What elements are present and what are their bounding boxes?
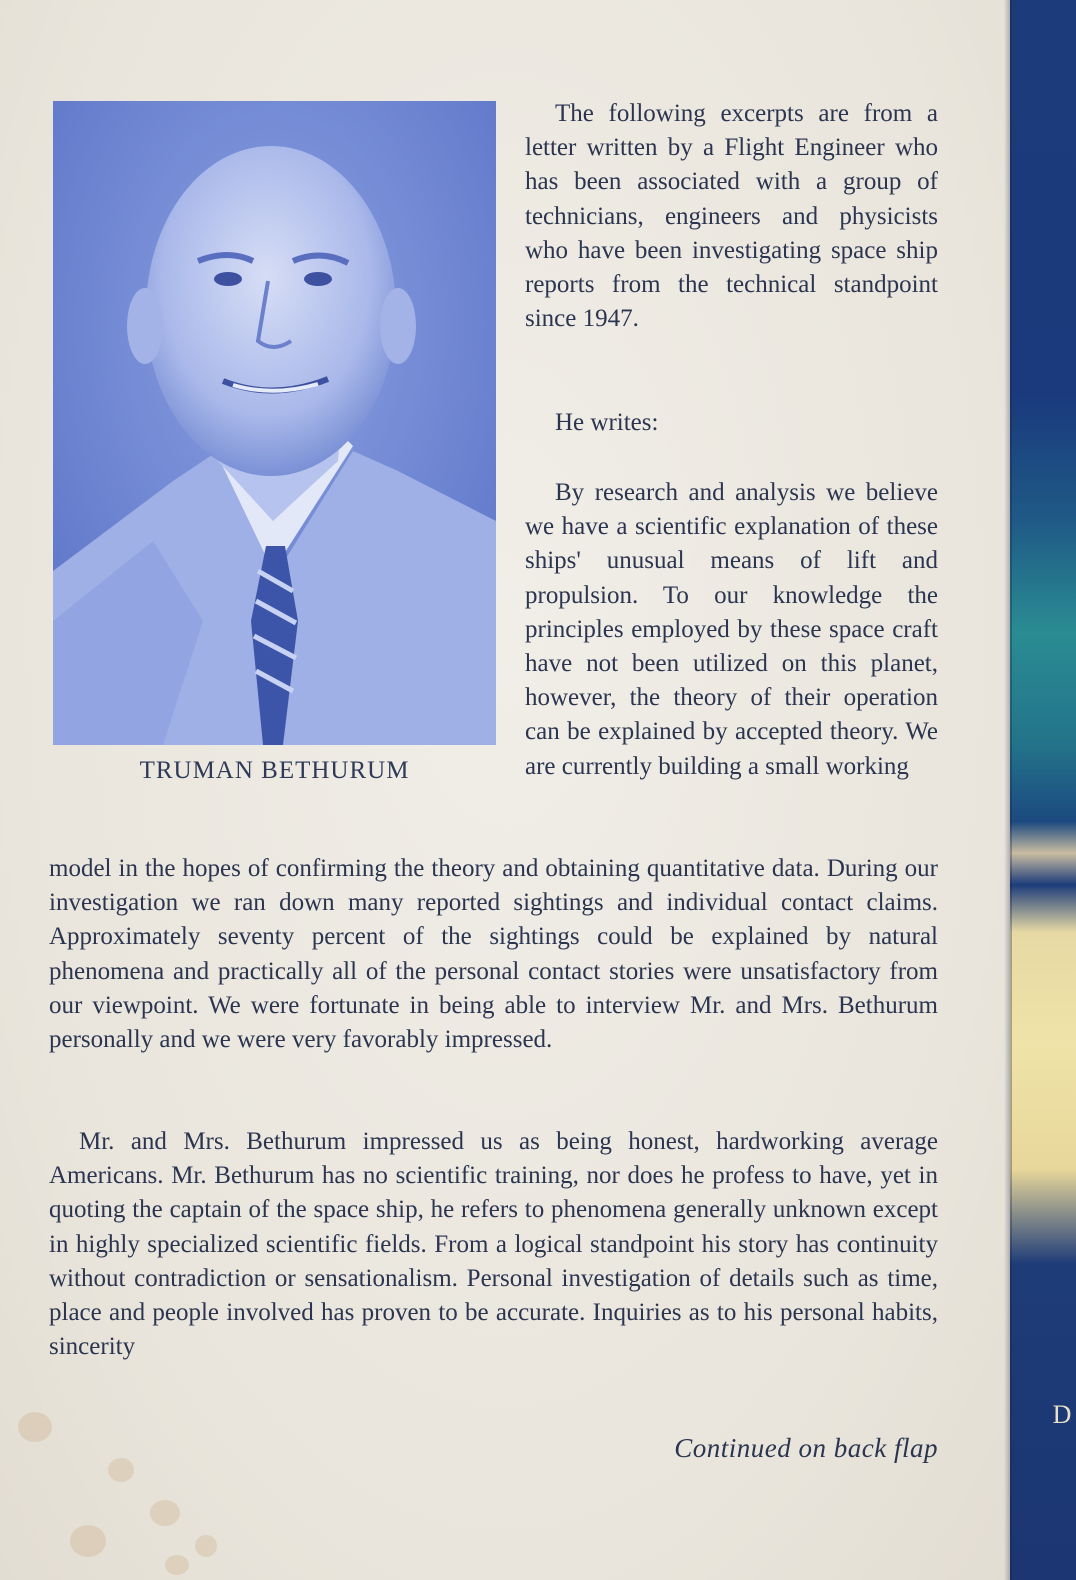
book-spine [1010, 0, 1076, 1580]
author-portrait-photo [53, 101, 496, 745]
impressions-paragraph: Mr. and Mrs. Bethurum impressed us as being honest, hardworking average Americans. Mr. Bethurum has no scientific training, nor does he profess to have, yet in quoting the captain of the space ship, he refers to phenomena generally unknown except in highly specialized scientific fields. From a logical standpoint his story has continuity without contradiction or sensationalism. Personal investigation of details such as time, place and people involved has proven to be accurate. Inquiries as to his personal habits, sincerity [49, 1128, 938, 1361]
he-writes-line: He writes: [555, 409, 659, 436]
stain-mark [165, 1555, 189, 1575]
continued-on-back-flap: Continued on back flap [674, 1433, 938, 1463]
stain-mark [70, 1525, 106, 1557]
research-paragraph-column: By research and analysis we believe we have a scientific explanation of these ships' unusual means of lift and propulsion. To our knowledge the principles employed by these space craft have not been utilized on this planet, however, the theory of their operation can be explained by accepted theory. We are currently building a small working [525, 479, 938, 780]
stain-mark [108, 1458, 134, 1482]
intro-paragraph: The following excerpts are from a letter written by a Flight Engineer who has been associated with a group of technicians, engineers and physicists who have been investigating space ship reports from the technical standpoint since 1947. [525, 100, 938, 333]
stain-mark [18, 1412, 52, 1442]
spine-letter: D [1052, 1400, 1072, 1429]
stain-mark [150, 1500, 180, 1526]
spine-shadow [1004, 0, 1012, 1580]
photo-caption: TRUMAN BETHURUM [139, 757, 410, 784]
research-paragraph-full-width: model in the hopes of confirming the theory and obtaining quantitative data. During our investigation we ran down many reported sightings and individual contact claims. Approximately seventy percent of the sightings could be explained by natural phenomena and practically all of the personal contact stories were unsatisfactory from our viewpoint. We were fortunate in being able to interview Mr. and Mrs. Bethurum personally and we were very favorably impressed. [49, 855, 938, 1054]
stain-mark [195, 1535, 217, 1557]
